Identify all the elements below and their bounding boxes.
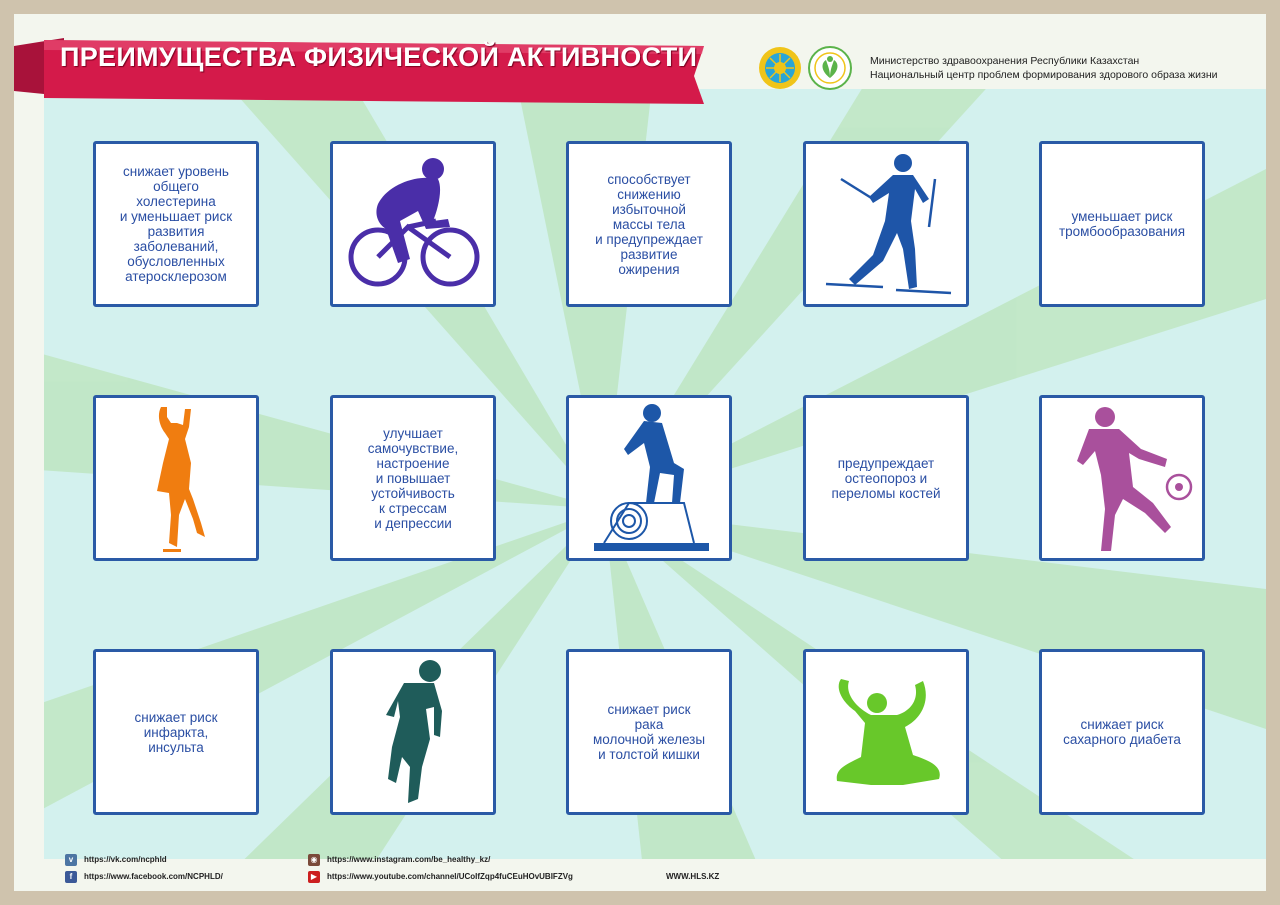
health-center-logo-icon	[808, 46, 852, 90]
benefit-card-heart	[93, 649, 259, 815]
benefit-card-figure-skating	[93, 395, 259, 561]
instagram-icon: ◉	[308, 854, 320, 866]
kazakhstan-emblem-icon	[758, 46, 802, 90]
runner-icon	[338, 657, 488, 807]
benefit-card-weight	[566, 141, 732, 307]
benefit-card-osteoporosis	[803, 395, 969, 561]
vk-url[interactable]: https://vk.com/ncphld	[84, 855, 167, 864]
ministry-line-2: Национальный центр проблем формирования здорового образа жизни	[870, 69, 1218, 81]
site-url[interactable]: WWW.HLS.KZ	[666, 872, 720, 881]
ministry-line-1: Министерство здравоохранения Республики Казахстан	[870, 55, 1140, 67]
benefit-text: снижает риск рака молочной железы и толстой кишки	[592, 702, 706, 762]
instagram-link[interactable]	[308, 853, 490, 867]
benefit-text: снижает риск инфаркта, инсульта	[134, 709, 218, 755]
benefit-card-diabetes	[1039, 649, 1205, 815]
benefit-text: уменьшает риск тромбообразования	[1058, 209, 1186, 239]
facebook-url[interactable]: https://www.facebook.com/NCPHLD/	[84, 872, 223, 881]
vk-icon: v	[65, 854, 77, 866]
youtube-url[interactable]: https://www.youtube.com/channel/UCoIfZqp4fuCEuHOvUBIFZVg	[327, 872, 573, 881]
vk-link[interactable]	[65, 853, 167, 867]
benefit-card-stretching	[803, 649, 969, 815]
soccer-player-icon	[1047, 403, 1197, 553]
facebook-icon: f	[65, 871, 77, 883]
stretching-icon	[811, 657, 961, 807]
youtube-link[interactable]	[308, 870, 573, 884]
cyclist-icon	[338, 149, 488, 299]
benefit-card-cycling	[330, 141, 496, 307]
instagram-url[interactable]: https://www.instagram.com/be_healthy_kz/	[327, 855, 491, 864]
benefit-card-running	[330, 649, 496, 815]
page-title: ПРЕИМУЩЕСТВА ФИЗИЧЕСКОЙ АКТИВНОСТИ	[60, 42, 698, 72]
site-link[interactable]	[666, 870, 719, 884]
benefit-card-thrombosis	[1039, 141, 1205, 307]
benefit-card-cholesterol	[93, 141, 259, 307]
exercise-bike-icon	[574, 403, 724, 553]
benefit-card-mood	[330, 395, 496, 561]
benefit-card-cancer	[566, 649, 732, 815]
benefit-text: способствует снижению избыточной массы тела и предупреждает развитие ожирения	[595, 171, 703, 277]
benefit-text: снижает риск сахарного диабета	[1063, 717, 1181, 747]
skier-icon	[811, 149, 961, 299]
benefit-text: предупреждает остеопороз и переломы костей	[831, 455, 941, 501]
poster	[14, 14, 1266, 891]
benefit-card-soccer	[1039, 395, 1205, 561]
benefit-card-exercise-bike	[566, 395, 732, 561]
youtube-icon: ▶	[308, 871, 320, 883]
figure-skater-icon	[101, 403, 251, 553]
benefit-text: снижает уровень общего холестерина и уменьшает риск развития заболеваний, обусловленных атеросклерозом	[119, 164, 233, 284]
ministry-caption	[870, 54, 1262, 82]
facebook-link[interactable]	[65, 870, 223, 884]
benefit-text: улучшает самочувствие, настроение и повышает устойчивость к стрессам и депрессии	[367, 425, 459, 531]
benefit-card-skiing	[803, 141, 969, 307]
